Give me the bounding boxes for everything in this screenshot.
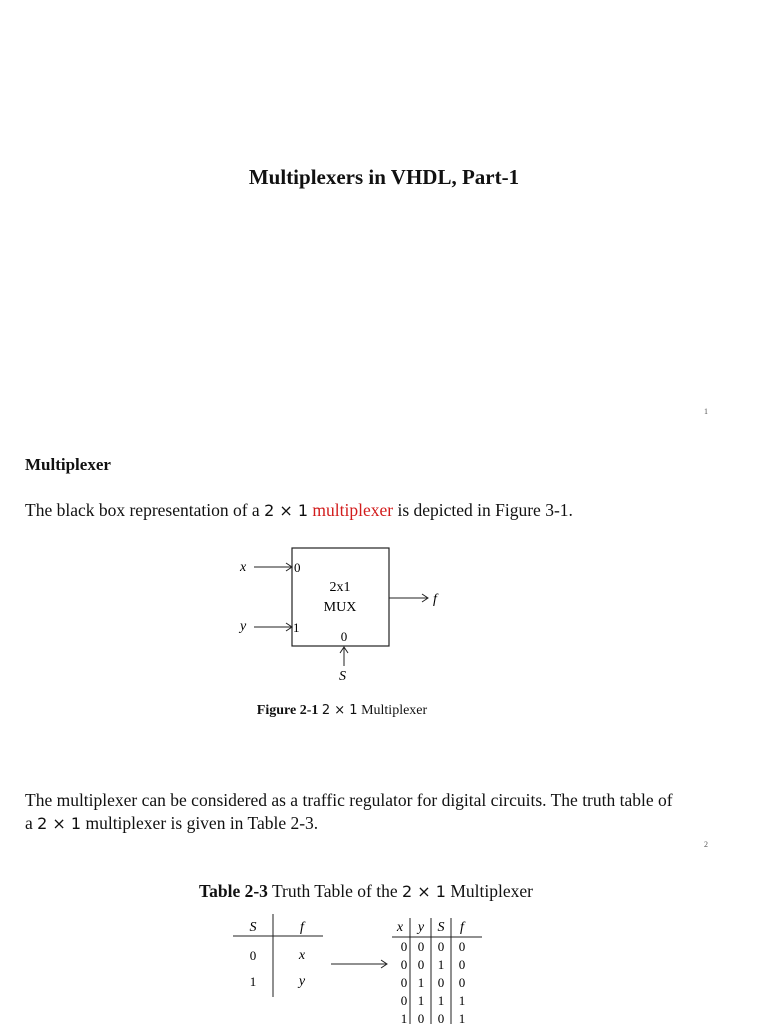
full-cell: 0 (437, 939, 445, 954)
port-1-label: 1 (293, 620, 300, 635)
table-caption-before: Truth Table of the (271, 881, 403, 901)
figure-caption-text: Multiplexer (361, 703, 428, 718)
page-number: 1 (704, 407, 708, 416)
table-caption-after: Multiplexer (445, 881, 533, 901)
compact-cell: y (298, 974, 306, 989)
figure-caption-math: 2 × 1 (321, 703, 358, 718)
full-cell: 0 (437, 975, 445, 990)
full-cell: 1 (417, 975, 425, 990)
full-cell: 1 (437, 993, 445, 1008)
full-cell: 1 (458, 993, 466, 1008)
full-cell: 1 (400, 1011, 408, 1024)
full-cell: 0 (400, 975, 408, 990)
full-cell: 1 (458, 1011, 466, 1024)
full-cell: 0 (400, 993, 408, 1008)
page-title: Multiplexers in VHDL, Part-1 (248, 165, 520, 189)
input-x-label: x (240, 560, 247, 575)
full-cell: 0 (400, 939, 408, 954)
full-header-f: f (460, 920, 464, 935)
input-y-label: y (240, 619, 247, 634)
compact-cell: 0 (249, 948, 257, 963)
output-f-label: f (433, 592, 437, 607)
compact-header-s: S (249, 920, 257, 935)
full-cell: 0 (458, 957, 466, 972)
full-header-x: x (396, 920, 404, 935)
full-cell: 0 (437, 1011, 445, 1024)
full-cell: 0 (458, 939, 466, 954)
compact-cell: x (298, 948, 306, 963)
select-s-label: S (339, 669, 346, 684)
body-line-1: The multiplexer can be considered as a traffic regulator for digital circuits. The truth table of (25, 790, 673, 810)
intro-text-before: The black box representation of a (25, 500, 265, 520)
full-cell: 1 (417, 993, 425, 1008)
mux-label-mux: MUX (323, 600, 357, 615)
mux-label-2x1: 2x1 (329, 580, 351, 595)
table-caption-label: Table 2-3 (199, 881, 268, 901)
full-cell: 0 (417, 939, 425, 954)
body-line-2-after: multiplexer is given in Table 2-3. (81, 813, 319, 833)
full-header-y: y (417, 920, 425, 935)
body-line-2-math: 2 × 1 (37, 814, 82, 833)
intro-math: 2 × 1 (264, 501, 309, 520)
select-port-label: 0 (340, 629, 348, 644)
full-cell: 0 (417, 1011, 425, 1024)
full-cell: 1 (437, 957, 445, 972)
figure-caption-label: Figure 2-1 (256, 703, 319, 718)
body-line-2-before: a (25, 813, 38, 833)
compact-cell: 1 (249, 974, 257, 989)
section-heading: Multiplexer (25, 455, 111, 474)
full-cell: 0 (458, 975, 466, 990)
full-cell: 0 (417, 957, 425, 972)
compact-header-f: f (300, 920, 304, 935)
full-table (392, 918, 482, 1024)
port-0-label: 0 (294, 560, 301, 575)
full-cell: 0 (400, 957, 408, 972)
table-caption-math: 2 × 1 (402, 882, 446, 901)
multiplexer-link[interactable]: multiplexer (312, 500, 394, 520)
full-header-s: S (437, 920, 445, 935)
page-number-2: 2 (704, 840, 708, 849)
intro-text-after: is depicted in Figure 3-1. (393, 500, 573, 520)
